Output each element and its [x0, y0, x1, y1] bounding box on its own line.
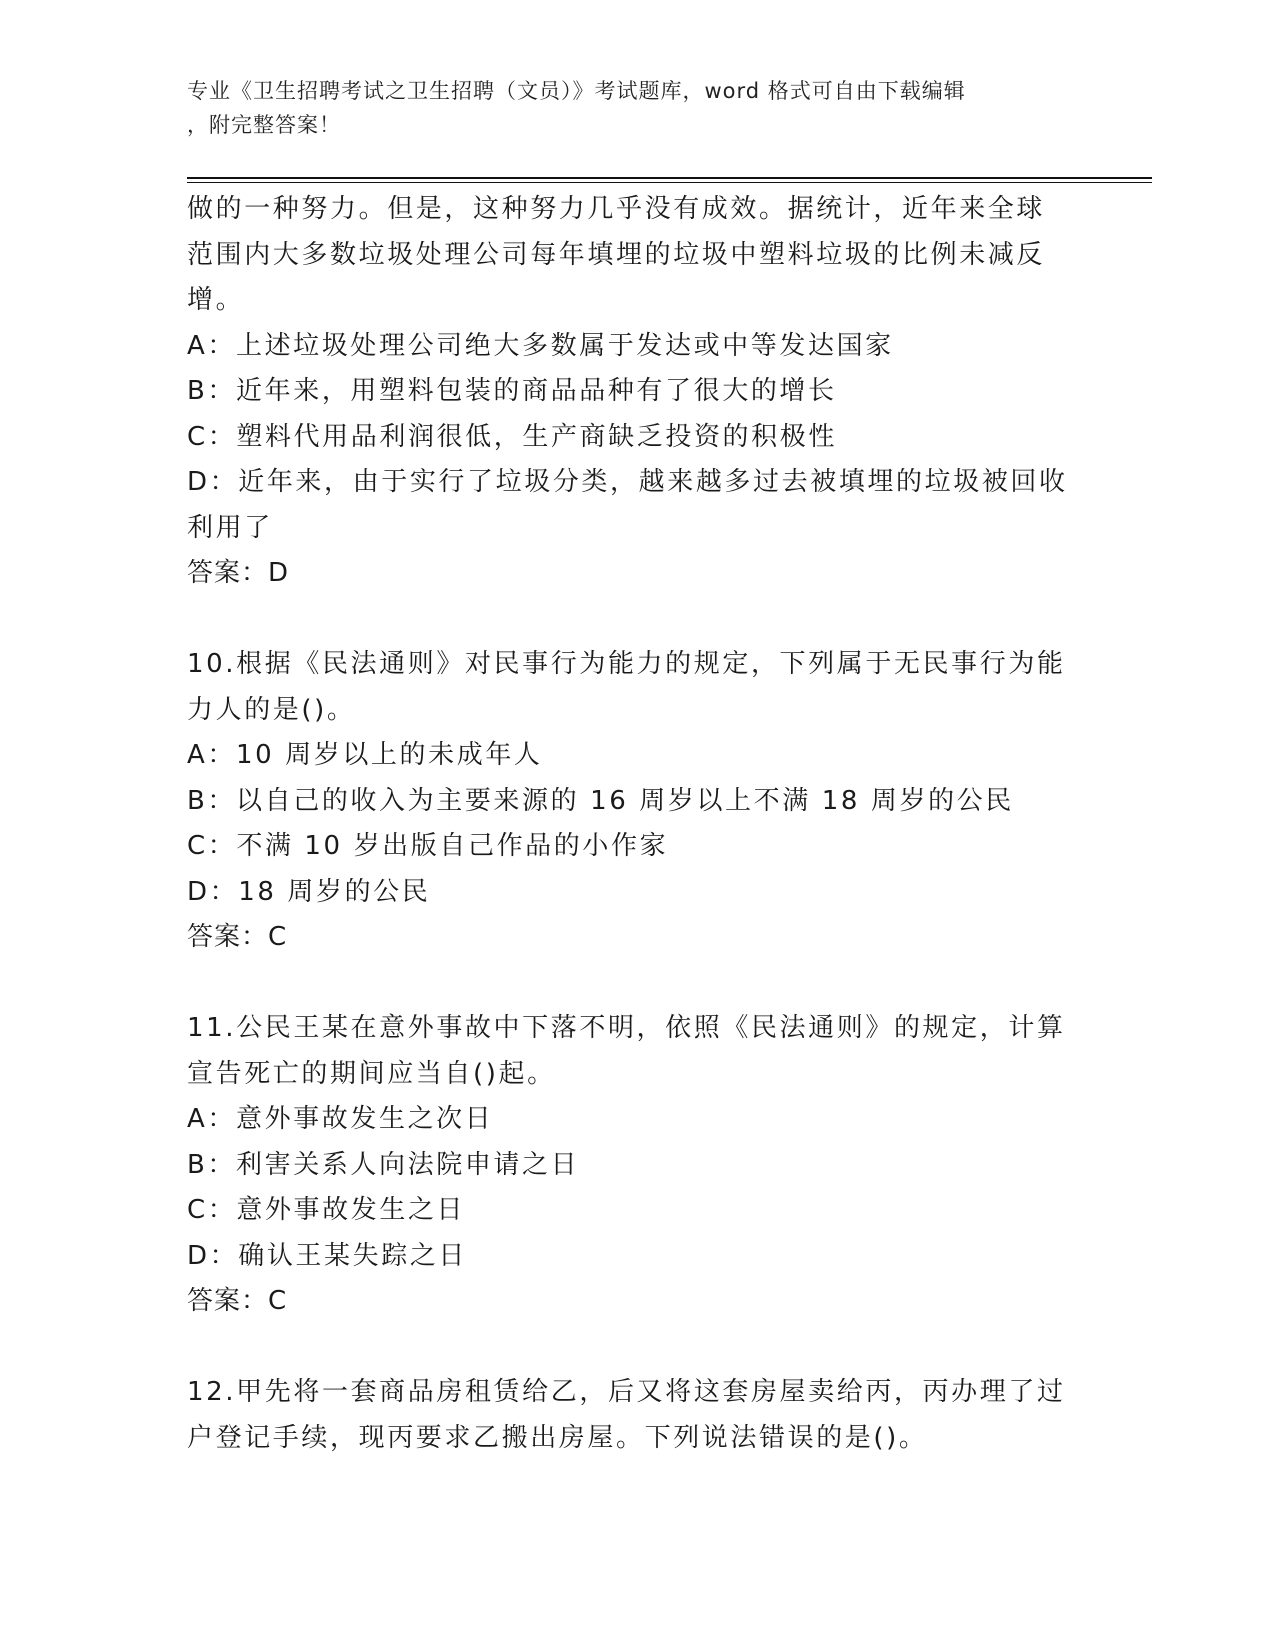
option-c: C：不满 10 岁出版自己作品的小作家 — [187, 831, 669, 861]
question-text-line: 范围内大多数垃圾处理公司每年填埋的垃圾中塑料垃圾的比例未减反 — [187, 239, 1046, 270]
question-text-line: 力人的是()。 — [187, 694, 356, 725]
spacer — [187, 1325, 1087, 1371]
header-line-1: 专业《卫生招聘考试之卫生招聘（文员）》考试题库，word 格式可自由下载编辑 — [187, 79, 966, 103]
option-a: A：意外事故发生之次日 — [187, 1104, 494, 1134]
question-text-line: 12.甲先将一套商品房租赁给乙，后又将这套房屋卖给丙，丙办理了过 — [187, 1377, 1066, 1407]
option-c: C：塑料代用品利润很低，生产商缺乏投资的积极性 — [187, 421, 837, 452]
option-d: D：确认王某失踪之日 — [187, 1240, 468, 1271]
answer: 答案：C — [187, 922, 288, 952]
question-block-10 — [187, 642, 1087, 961]
page-header — [187, 74, 1067, 142]
question-block-11 — [187, 1006, 1087, 1325]
question-text-line: 宣告死亡的期间应当自()起。 — [187, 1058, 556, 1089]
question-text-line: 户登记手续，现丙要求乙搬出房屋。下列说法错误的是()。 — [187, 1422, 928, 1453]
document-body — [187, 187, 1087, 1461]
option-b: B：利害关系人向法院申请之日 — [187, 1149, 580, 1180]
question-text-line: 做的一种努力。但是，这种努力几乎没有成效。据统计，近年来全球 — [187, 194, 1046, 224]
header-line-2: ，附完整答案！ — [187, 113, 341, 137]
option-d: D：近年来，由于实行了垃圾分类，越来越多过去被填埋的垃圾被回收 — [187, 467, 1068, 497]
option-b: B：近年来，用塑料包装的商品品种有了很大的增长 — [187, 376, 837, 406]
header-divider-thin — [187, 182, 1152, 183]
answer: 答案：D — [187, 558, 290, 588]
answer: 答案：C — [187, 1286, 288, 1316]
question-text-line: 10.根据《民法通则》对民事行为能力的规定，下列属于无民事行为能 — [187, 649, 1066, 679]
spacer — [187, 597, 1087, 643]
question-text-line: 11.公民王某在意外事故中下落不明，依照《民法通则》的规定，计算 — [187, 1013, 1066, 1043]
option-a: A：上述垃圾处理公司绝大多数属于发达或中等发达国家 — [187, 330, 894, 361]
question-block-9 — [187, 187, 1087, 597]
option-c: C：意外事故发生之日 — [187, 1195, 466, 1225]
option-d: D：18 周岁的公民 — [187, 876, 431, 907]
option-b: B：以自己的收入为主要来源的 16 周岁以上不满 18 周岁的公民 — [187, 785, 1014, 816]
question-block-12 — [187, 1370, 1087, 1461]
spacer — [187, 961, 1087, 1007]
option-d-continued: 利用了 — [187, 512, 273, 543]
question-text-line: 增。 — [187, 285, 245, 315]
option-a: A：10 周岁以上的未成年人 — [187, 740, 543, 770]
header-divider-thick — [187, 177, 1152, 179]
